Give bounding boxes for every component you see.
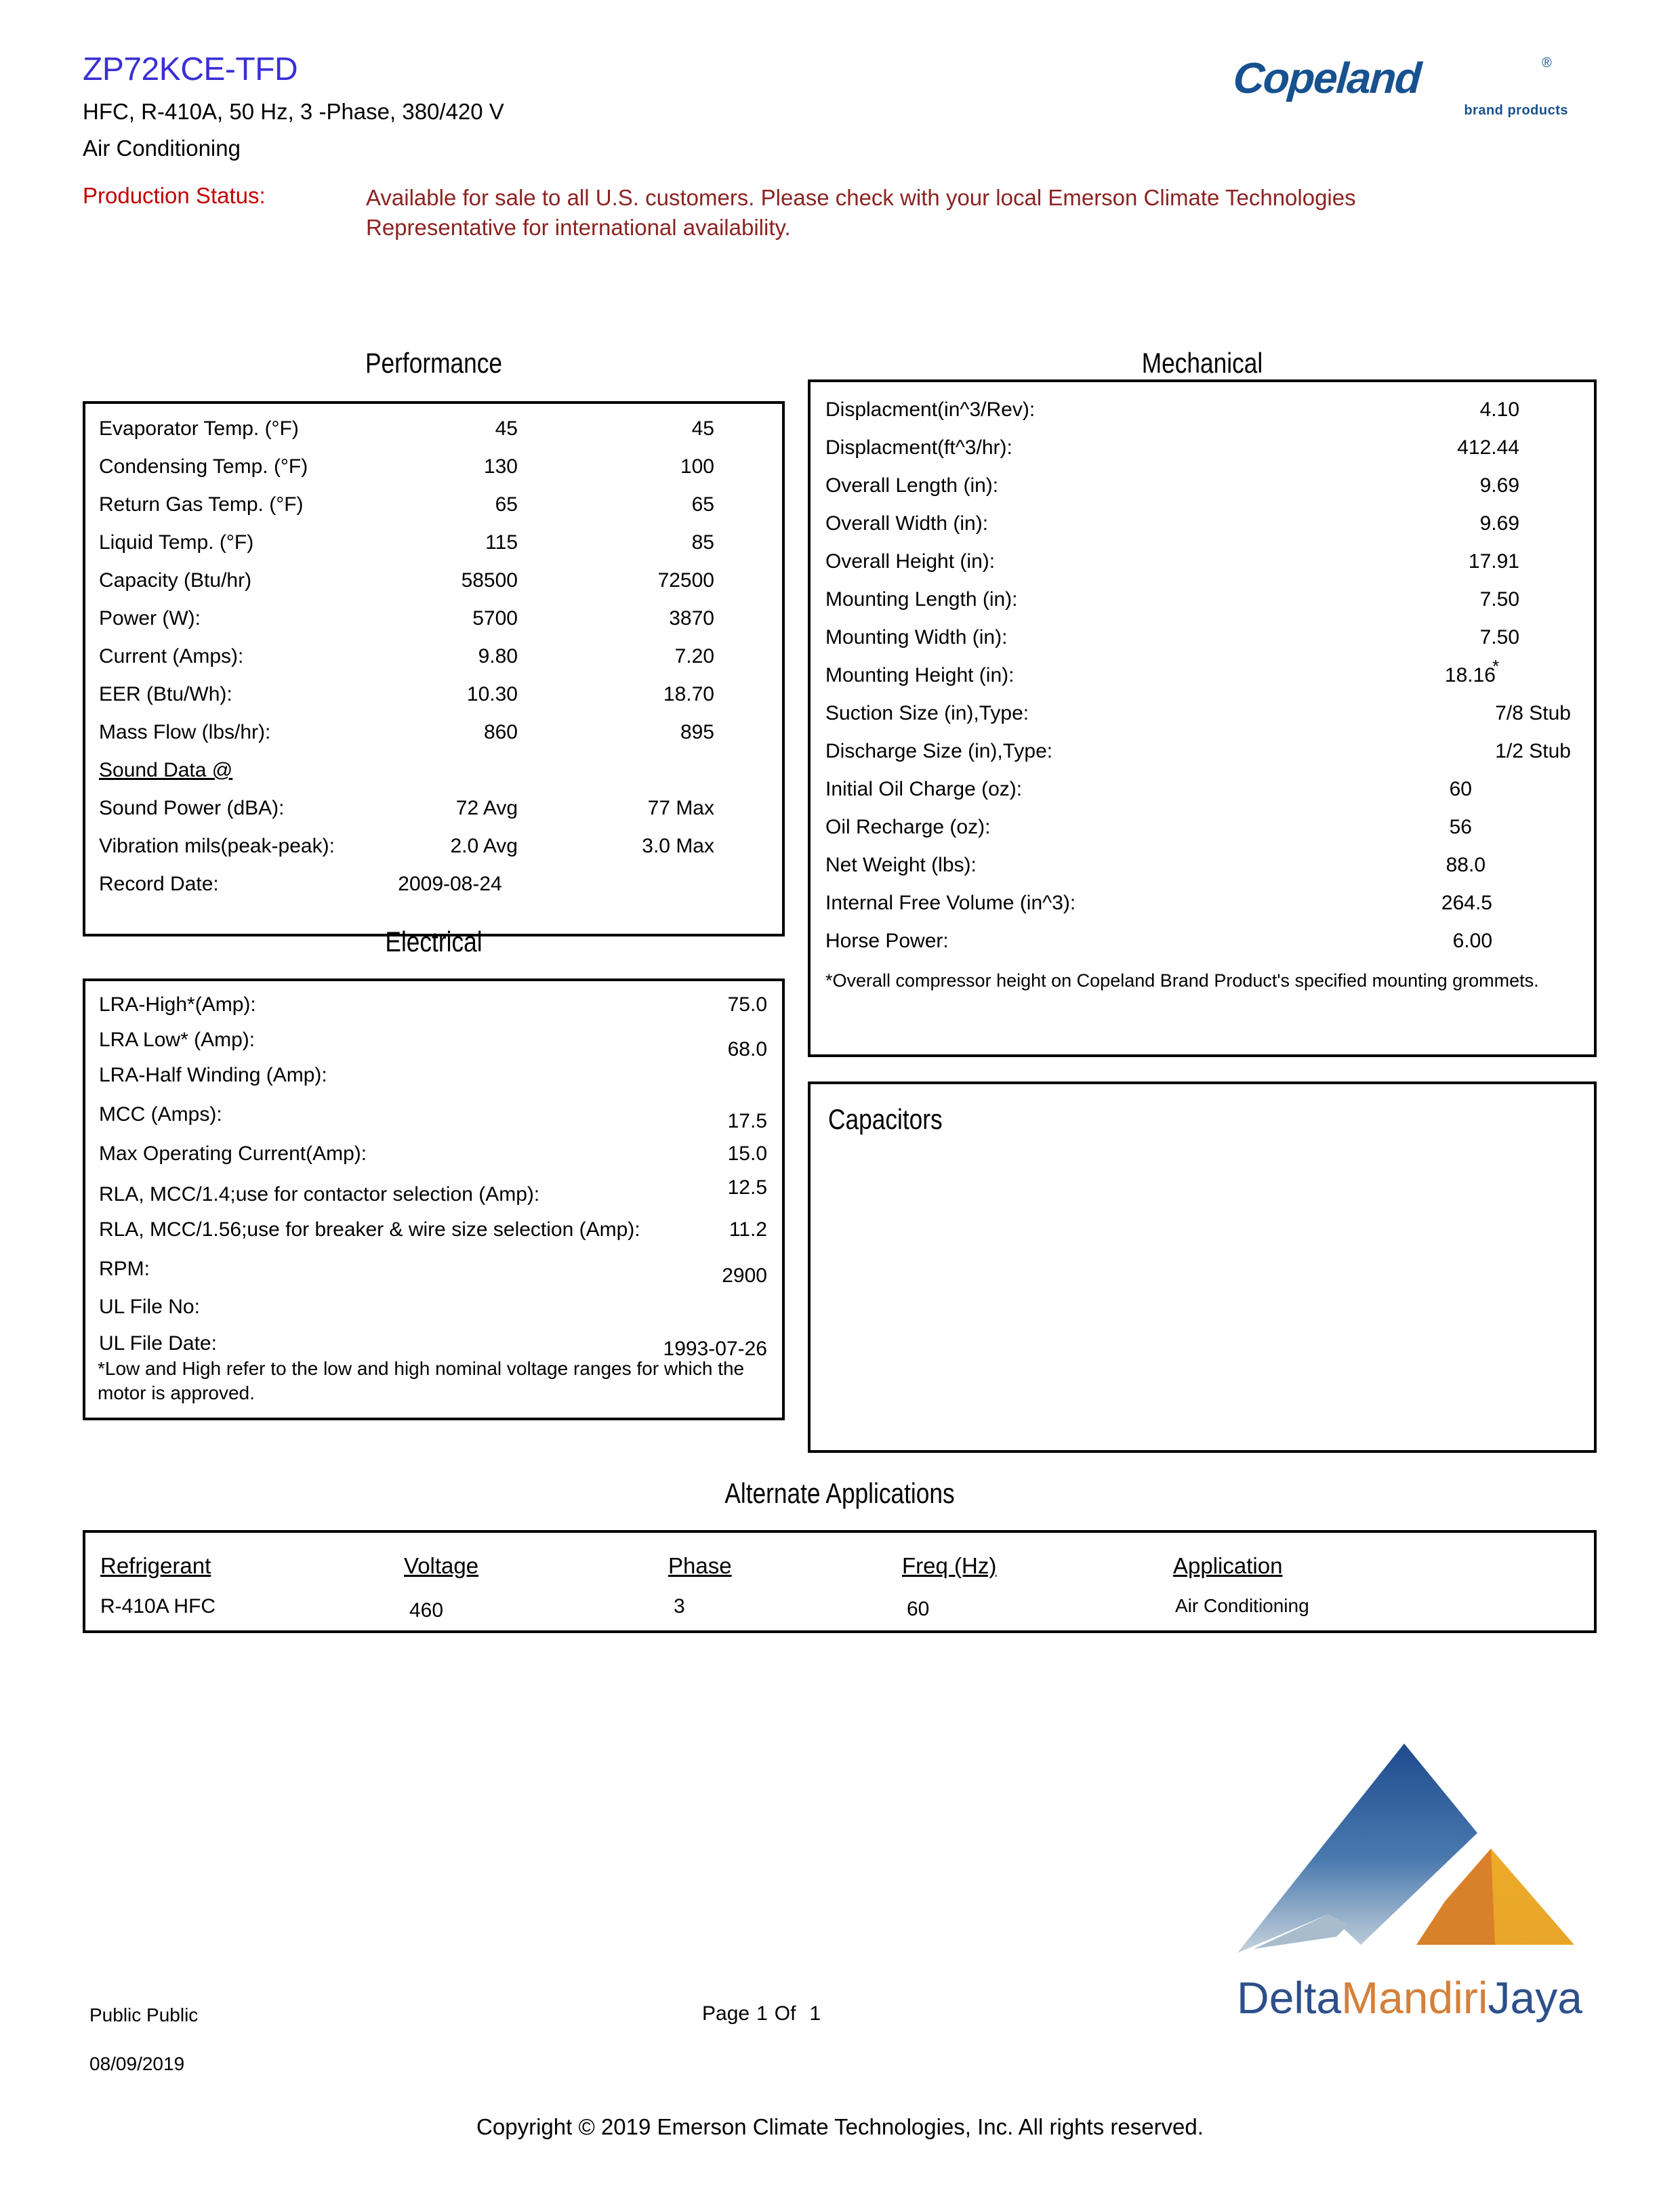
row-value-col1: 58500 — [461, 569, 518, 592]
row-label: Overall Height (in): — [825, 550, 996, 573]
electrical-heading: Electrical — [385, 926, 483, 957]
row-value: 4.10 — [1479, 398, 1519, 421]
row-label: Capacity (Btu/hr) — [99, 569, 252, 592]
row-label: Overall Length (in): — [825, 474, 999, 497]
footnote-marker-icon: * — [1492, 656, 1500, 676]
row-value: 88.0 — [1446, 854, 1486, 876]
row-value-col1: 115 — [485, 531, 518, 554]
row-value-col2: 18.70 — [663, 683, 714, 705]
record-date-label: Record Date: — [99, 873, 219, 895]
row-value: 9.69 — [1479, 512, 1519, 535]
footer-date: 08/09/2019 — [89, 2053, 185, 2074]
alternate-applications-heading: Alternate Applications — [724, 1477, 955, 1509]
model-application-line: Air Conditioning — [83, 136, 241, 161]
row-value-col2: 72500 — [657, 569, 714, 592]
row-label: Net Weight (lbs): — [825, 854, 977, 876]
row-label: RLA, MCC/1.56;use for breaker & wire size selection (Amp): — [99, 1218, 640, 1241]
row-value-col2: 65 — [691, 493, 714, 516]
row-label: Return Gas Temp. (°F) — [99, 493, 304, 516]
mechanical-heading: Mechanical — [1141, 347, 1263, 379]
column-header-phase: Phase — [668, 1553, 732, 1578]
row-value: 75.0 — [727, 993, 767, 1016]
sound-data-heading: Sound Data @ — [99, 759, 233, 781]
row-label: Initial Oil Charge (oz): — [825, 778, 1023, 800]
column-header-voltage: Voltage — [404, 1553, 479, 1578]
row-value-col2: 3870 — [669, 607, 714, 630]
row-label: Internal Free Volume (in^3): — [825, 892, 1076, 914]
row-label: Sound Power (dBA): — [99, 797, 285, 819]
wordmark-mandiri: Mandiri — [1341, 1973, 1488, 2023]
cell-application: Air Conditioning — [1175, 1595, 1309, 1616]
page-label: Page — [702, 2002, 750, 2025]
model-spec-line: HFC, R-410A, 50 Hz, 3 -Phase, 380/420 V — [83, 99, 504, 124]
electrical-footnote: *Low and High refer to the low and high nominal voltage ranges for which the motor is approved. — [98, 1358, 745, 1404]
row-label: Liquid Temp. (°F) — [99, 531, 254, 554]
row-label: Power (W): — [99, 607, 201, 630]
row-value-col1: 5700 — [472, 607, 518, 630]
row-value: 68.0 — [727, 1038, 767, 1060]
row-label: Current (Amps): — [99, 645, 244, 667]
row-label: Mounting Width (in): — [825, 626, 1008, 648]
cell-phase: 3 — [674, 1595, 685, 1617]
record-date-value: 2009-08-24 — [398, 873, 502, 895]
row-label: Mounting Height (in): — [825, 664, 1015, 686]
row-value-col2: 3.0 Max — [642, 835, 714, 857]
row-value: 56 — [1449, 816, 1472, 838]
page-total: 1 — [809, 2002, 821, 2025]
copeland-wordmark: Copeland — [1231, 54, 1422, 102]
row-label: Oil Recharge (oz): — [825, 816, 991, 838]
page-of-label: Of — [774, 2002, 796, 2025]
wordmark-delta: Delta — [1237, 1973, 1342, 2023]
page-number: 1 — [756, 2002, 768, 2025]
row-label: Max Operating Current(Amp): — [99, 1142, 367, 1165]
capacitors-heading: Capacitors — [828, 1103, 943, 1135]
mechanical-table — [808, 379, 1597, 1057]
row-label: Discharge Size (in),Type: — [825, 740, 1053, 762]
row-value-col1: 65 — [495, 493, 518, 516]
row-value-col2: 100 — [680, 455, 714, 478]
row-value-col1: 860 — [483, 721, 518, 743]
row-label: Mass Flow (lbs/hr): — [99, 721, 271, 743]
column-header-freq: Freq (Hz) — [902, 1553, 997, 1578]
row-label: Displacment(ft^3/hr): — [825, 436, 1012, 459]
row-label: Mounting Length (in): — [825, 588, 1018, 611]
row-label: RPM: — [99, 1258, 150, 1280]
row-value: 11.2 — [729, 1218, 767, 1241]
row-label: EER (Btu/Wh): — [99, 683, 232, 705]
footer-user: Public Public — [89, 2004, 199, 2025]
cell-voltage: 460 — [409, 1599, 444, 1622]
row-value-col2: 85 — [691, 531, 714, 554]
row-value: 1993-07-26 — [663, 1338, 767, 1360]
mountain-peak-icon — [1213, 1721, 1606, 1972]
performance-table — [83, 401, 785, 936]
copeland-tagline: brand products — [1464, 103, 1568, 118]
row-label: UL File No: — [99, 1296, 200, 1318]
row-label: Displacment(in^3/Rev): — [825, 398, 1036, 421]
row-value: 17.5 — [727, 1110, 767, 1132]
cell-freq: 60 — [907, 1598, 930, 1620]
row-value: 18.16 — [1444, 664, 1496, 686]
row-label: Suction Size (in),Type: — [825, 702, 1029, 724]
row-label: RLA, MCC/1.4;use for contactor selection (Amp): — [99, 1183, 540, 1205]
cell-refrigerant: R-410A HFC — [100, 1595, 216, 1617]
row-value-col2: 7.20 — [674, 645, 714, 667]
row-value: 9.69 — [1479, 474, 1519, 497]
row-value-col2: 45 — [691, 417, 714, 440]
row-value: 7/8 Stub — [1495, 702, 1571, 724]
copeland-logo — [1233, 53, 1572, 127]
row-value: 412.44 — [1457, 436, 1519, 459]
row-value-col1: 72 Avg — [455, 797, 518, 819]
column-header-application: Application — [1173, 1553, 1283, 1578]
row-label: Condensing Temp. (°F) — [99, 455, 308, 478]
row-label: LRA Low* (Amp): — [99, 1029, 255, 1051]
row-value-col1: 2.0 Avg — [450, 835, 518, 857]
row-value: 6.00 — [1452, 930, 1492, 952]
copyright-notice: Copyright © 2019 Emerson Climate Technologies, Inc. All rights reserved. — [476, 2114, 1204, 2139]
model-number-title: ZP72KCE-TFD — [83, 51, 298, 87]
performance-heading: Performance — [365, 347, 502, 379]
row-value: 15.0 — [727, 1142, 767, 1165]
row-value-col1: 9.80 — [478, 645, 518, 667]
row-value: 7.50 — [1479, 626, 1519, 648]
row-value: 264.5 — [1441, 892, 1492, 914]
row-value-col1: 45 — [495, 417, 518, 440]
capacitors-table — [808, 1081, 1597, 1453]
production-status-text: Available for sale to all U.S. customers. Please check with your local Emerson Climate Technologies Representative for international availability. — [366, 185, 1356, 240]
registered-trademark-icon: ® — [1542, 56, 1552, 70]
row-value-col2: 77 Max — [647, 797, 714, 819]
row-value: 1/2 Stub — [1495, 740, 1571, 762]
row-label: Horse Power: — [825, 930, 949, 952]
row-value: 2900 — [722, 1264, 767, 1287]
row-value-col1: 130 — [483, 455, 518, 478]
row-value-col2: 895 — [680, 721, 714, 743]
delta-mandiri-jaya-logo — [1213, 1721, 1606, 2040]
row-label: Vibration mils(peak-peak): — [99, 835, 335, 857]
row-value: 60 — [1449, 778, 1472, 800]
row-label: Evaporator Temp. (°F) — [99, 417, 299, 440]
wordmark-jaya: Jaya — [1488, 1973, 1582, 2023]
page-indicator — [702, 2002, 827, 2025]
row-label: UL File Date: — [99, 1332, 217, 1355]
row-label: LRA-Half Winding (Amp): — [99, 1064, 327, 1086]
mechanical-footnote: *Overall compressor height on Copeland Brand Product's specified mounting grommets. — [825, 970, 1539, 991]
row-value-col1: 10.30 — [466, 683, 518, 705]
row-label: MCC (Amps): — [99, 1103, 222, 1126]
alternate-applications-table — [83, 1530, 1597, 1633]
row-value: 12.5 — [727, 1176, 767, 1199]
row-value: 17.91 — [1468, 550, 1519, 573]
electrical-table — [83, 978, 785, 1420]
partner-wordmark — [1213, 1972, 1606, 2023]
row-label: Overall Width (in): — [825, 512, 989, 535]
production-status-label: Production Status: — [83, 183, 266, 208]
row-label: LRA-High*(Amp): — [99, 993, 256, 1016]
column-header-refrigerant: Refrigerant — [100, 1553, 211, 1578]
row-value: 7.50 — [1479, 588, 1519, 611]
